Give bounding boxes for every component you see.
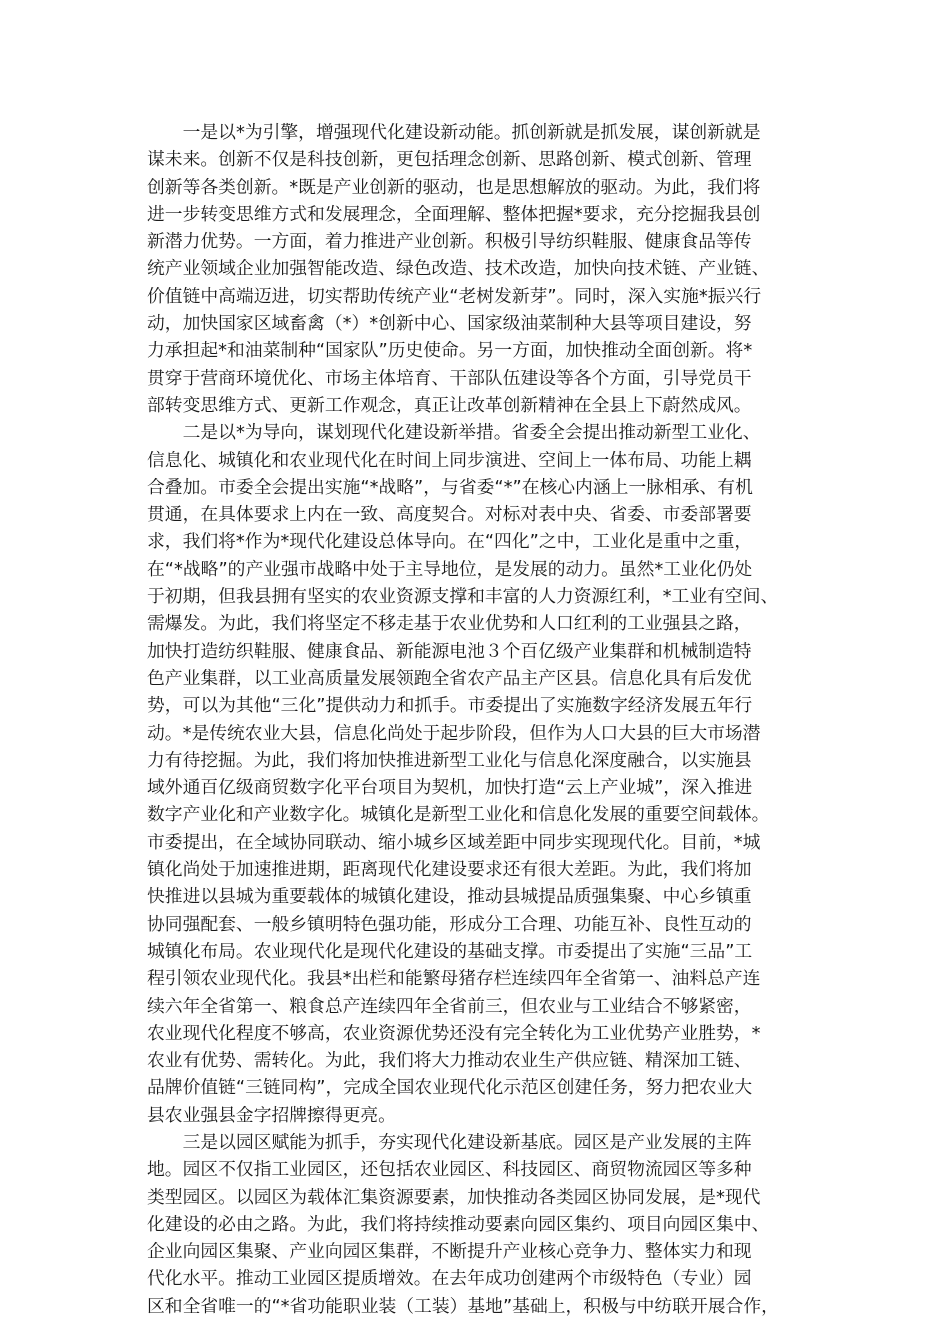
text-line: 镇化尚处于加速推进期，距离现代化建设要求还有很大差距。为此，我们将加 bbox=[147, 859, 752, 881]
text-line: 合叠加。市委全会提出实施“*战略”，与省委“*”在核心内涵上一脉相承、有机 bbox=[147, 476, 753, 498]
text-line: 农业有优势、需转化。为此，我们将大力推动农业生产供应链、精深加工链、 bbox=[147, 1050, 752, 1072]
text-line: 力有待挖掘。为此，我们将加快推进新型工业化与信息化深度融合，以实施县 bbox=[147, 749, 752, 771]
text-line: 县农业强县金字招牌擦得更亮。 bbox=[147, 1104, 396, 1126]
text-line: 区和全省唯一的“*省功能职业装（工装）基地”基础上，积极与中纺联开展合作， bbox=[147, 1295, 779, 1317]
text-line: 色产业集群，以工业高质量发展领跑全省农产品主产区县。信息化具有后发优 bbox=[147, 667, 752, 689]
text-line: 一是以*为引擎，增强现代化建设新动能。抓创新就是抓发展，谋创新就是 bbox=[182, 122, 761, 143]
text-line: 域外通百亿级商贸数字化平台项目为契机，加快打造“云上产业城”，深入推进 bbox=[147, 777, 753, 799]
text-line: 地。园区不仅指工业园区，还包括农业园区、科技园区、商贸物流园区等多种 bbox=[147, 1159, 752, 1181]
text-line: 部转变思维方式、更新工作观念，真正让改革创新精神在全县上下蔚然成风。 bbox=[147, 394, 752, 416]
text-line: 在“*战略”的产业强市战略中处于主导地位，是发展的动力。虽然*工业化仍处 bbox=[147, 558, 753, 580]
text-line: 品牌价值链“三链同构”，完成全国农业现代化示范区创建任务，努力把农业大 bbox=[147, 1077, 753, 1099]
text-line: 代化水平。推动工业园区提质增效。在去年成功创建两个市级特色（专业）园 bbox=[147, 1268, 752, 1290]
text-line: 于初期，但我县拥有坚实的农业资源支撑和丰富的人力资源红利，*工业有空间、 bbox=[147, 586, 779, 608]
text-line: 求，我们将*作为*现代化建设总体导向。在“四化”之中，工业化是重中之重， bbox=[147, 531, 753, 553]
text-line: 市委提出，在全域协同联动、缩小城乡区域差距中同步实现现代化。目前，*城 bbox=[147, 831, 761, 853]
text-line: 统产业领域企业加强智能改造、绿色改造、技术改造，加快向技术链、产业链、 bbox=[147, 258, 770, 280]
text-line: 加快打造纺织鞋服、健康食品、新能源电池３个百亿级产业集群和机械制造特 bbox=[147, 640, 752, 662]
text-line: 势，可以为其他“三化”提供动力和抓手。市委提出了实施数字经济发展五年行 bbox=[147, 695, 753, 717]
text-line: 程引领农业现代化。我县*出栏和能繁母猪存栏连续四年全省第一、油料总产连 bbox=[147, 968, 761, 990]
text-line: 贯穿于营商环境优化、市场主体培育、干部队伍建设等各个方面，引导党员干 bbox=[147, 367, 752, 389]
paragraph-1 bbox=[147, 119, 812, 419]
text-line: 农业现代化程度不够高，农业资源优势还没有完全转化为工业优势产业胜势，* bbox=[147, 1022, 761, 1044]
text-line: 新潜力优势。一方面，着力推进产业创新。积极引导纺织鞋服、健康食品等传 bbox=[147, 231, 752, 253]
text-line: 类型园区。以园区为载体汇集资源要素，加快推动各类园区协同发展，是*现代 bbox=[147, 1186, 761, 1208]
text-line: 协同强配套、一般乡镇明特色强功能，形成分工合理、功能互补、良性互动的 bbox=[147, 913, 752, 935]
text-line: 快推进以县城为重要载体的城镇化建设，推动县城提品质强集聚、中心乡镇重 bbox=[147, 886, 752, 908]
text-line: 动。*是传统农业大县，信息化尚处于起步阶段，但作为人口大县的巨大市场潜 bbox=[147, 722, 761, 744]
paragraph-3 bbox=[147, 1129, 812, 1320]
text-line: 二是以*为导向，谋划现代化建设新举措。省委全会提出推动新型工业化、 bbox=[182, 422, 761, 444]
document-body bbox=[147, 119, 812, 1320]
text-line: 数字产业化和产业数字化。城镇化是新型工业化和信息化发展的重要空间载体。 bbox=[147, 804, 770, 826]
text-line: 贯通，在具体要求上内在一致、高度契合。对标对表中央、省委、市委部署要 bbox=[147, 504, 752, 526]
text-line: 谋未来。创新不仅是科技创新，更包括理念创新、思路创新、模式创新、管理 bbox=[147, 149, 752, 171]
text-line: 三是以园区赋能为抓手，夯实现代化建设新基底。园区是产业发展的主阵 bbox=[182, 1131, 752, 1153]
text-line: 进一步转变思维方式和发展理念，全面理解、整体把握*要求，充分挖掘我县创 bbox=[147, 203, 761, 225]
text-line: 创新等各类创新。*既是产业创新的驱动，也是思想解放的驱动。为此，我们将 bbox=[147, 176, 761, 198]
text-line: 企业向园区集聚、产业向园区集群，不断提升产业核心竞争力、整体实力和现 bbox=[147, 1241, 752, 1263]
text-line: 信息化、城镇化和农业现代化在时间上同步演进、空间上一体布局、功能上耦 bbox=[147, 449, 752, 471]
paragraph-2 bbox=[147, 419, 812, 1129]
text-line: 城镇化布局。农业现代化是现代化建设的基础支撑。市委提出了实施“三品”工 bbox=[147, 940, 753, 962]
text-line: 力承担起*和油菜制种“国家队”历史使命。另一方面，加快推动全面创新。将* bbox=[147, 340, 753, 362]
text-line: 化建设的必由之路。为此，我们将持续推动要素向园区集约、项目向园区集中、 bbox=[147, 1213, 770, 1235]
text-line: 需爆发。为此，我们将坚定不移走基于农业优势和人口红利的工业强县之路， bbox=[147, 613, 752, 635]
text-line: 续六年全省第一、粮食总产连续四年全省前三，但农业与工业结合不够紧密， bbox=[147, 995, 752, 1017]
text-line: 动，加快国家区域畜禽（*）*创新中心、国家级油菜制种大县等项目建设，努 bbox=[147, 313, 752, 335]
text-line: 价值链中高端迈进，切实帮助传统产业“老树发新芽”。同时，深入实施*振兴行 bbox=[147, 285, 762, 307]
